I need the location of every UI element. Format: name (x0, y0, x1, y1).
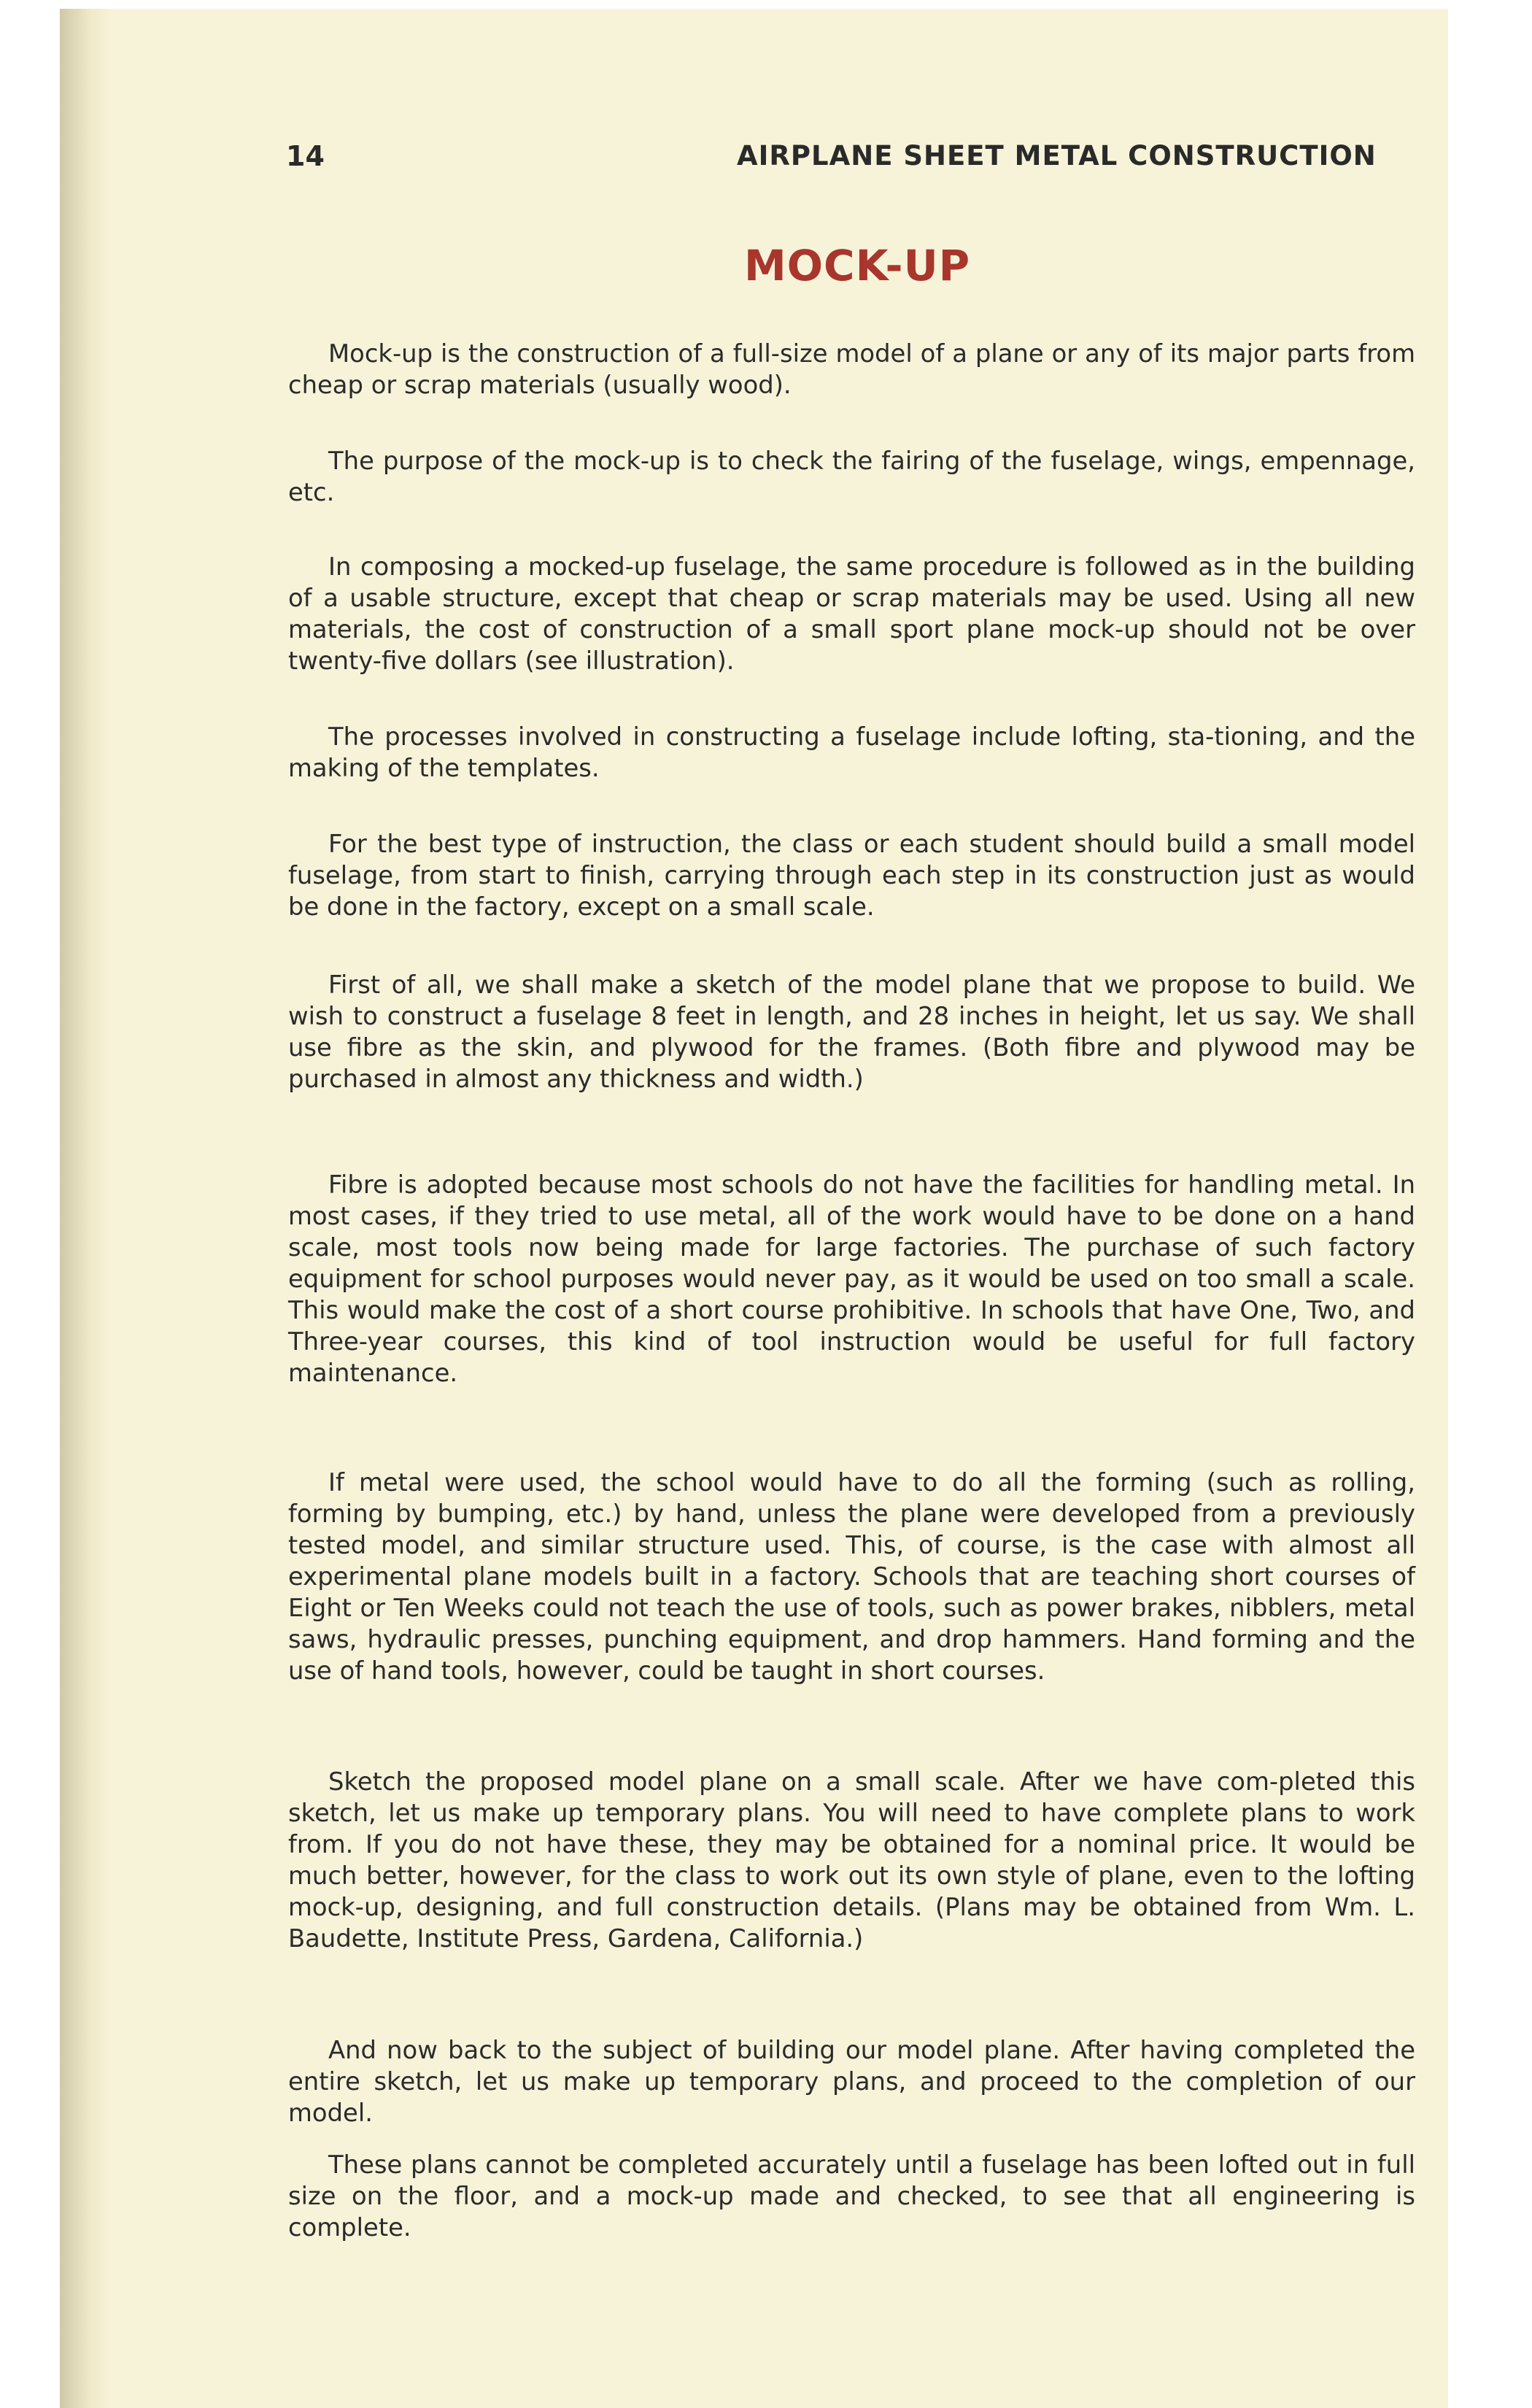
paragraph-building: And now back to the subject of building our model plane. After having completed the entire sketch, let us make up temporary plans, and proceed to the completion of our model. (288, 2036, 1415, 2127)
paragraph-composing: In composing a mocked-up fuselage, the same procedure is followed as in the building of a usable structure, except that cheap or scrap materials may be used. Using all new materials, the cost of construction of a small sport plane mock-up should not be over twenty-five dollars (see illustration). (288, 552, 1415, 675)
page-number: 14 (286, 140, 325, 172)
paragraph-processes: The processes involved in constructing a fuselage include lofting, sta-tioning, and the making of the templates. (288, 722, 1415, 782)
paragraph-proposed-model: Sketch the proposed model plane on a small scale. After we have com-pleted this sketch, let us make up temporary plans. You will need to have complete plans to work from. If you do not have these, they may be obtained for a nominal price. It would be much better, however, for the class to work out its own style of plane, even to the lofting mock-up, designing, and full construction details. (Plans may be obtained from Wm. L. Baudette, Institute Press, Gardena, California.) (288, 1767, 1415, 1953)
page-right-margin (1448, 9, 1532, 2408)
paragraph-purpose: The purpose of the mock-up is to check the fairing of the fuselage, wings, empennage, etc. (288, 447, 1415, 506)
running-title: AIRPLANE SHEET METAL CONSTRUCTION (737, 140, 1377, 171)
paragraph-instruction: For the best type of instruction, the class or each student should build a small model fuselage, from start to finish, carrying through each step in its construction just as would be done in the factory, except on a small scale. (288, 830, 1415, 921)
paragraph-definition: Mock-up is the construction of a full-size model of a plane or any of its major parts from cheap or scrap materials (usually wood). (288, 339, 1415, 399)
paragraph-metal: If metal were used, the school would have to do all the forming (such as rolling, forming by bumping, etc.) by hand, unless the plane were developed from a previously tested model, and similar structure used. This, of course, is the case with almost all experimental plane models built in a factory. Schools that are teaching short courses of Eight or Ten Weeks could not teach the use of tools, such as power brakes, nibblers, metal saws, hydraulic presses, punching equipment, and drop hammers. Hand forming and the use of hand tools, however, could be taught in short courses. (288, 1468, 1415, 1685)
paragraph-sketch-plan: First of all, we shall make a sketch of the model plane that we propose to build. We wish to construct a fuselage 8 feet in length, and 28 inches in height, let us say. We shall use fibre as the skin, and plywood for the frames. (Both fibre and plywood may be purchased in almost any thickness and width.) (288, 970, 1415, 1093)
page-gutter-shadow (60, 9, 111, 2408)
section-title: MOCK-UP (744, 241, 971, 290)
paragraph-fibre: Fibre is adopted because most schools do not have the facilities for handling metal. In most cases, if they tried to use metal, all of the work would have to be done on a hand scale, most tools now being made for large factories. The purchase of such factory equipment for school purposes would never pay, as it would be used on too small a scale. This would make the cost of a short course prohibitive. In schools that have One, Two, and Three-year courses, this kind of tool instruction would be useful for full factory maintenance. (288, 1170, 1415, 1387)
paragraph-lofting: These plans cannot be completed accurately until a fuselage has been lofted out in full size on the floor, and a mock-up made and checked, to see that all engineering is complete. (288, 2150, 1415, 2242)
